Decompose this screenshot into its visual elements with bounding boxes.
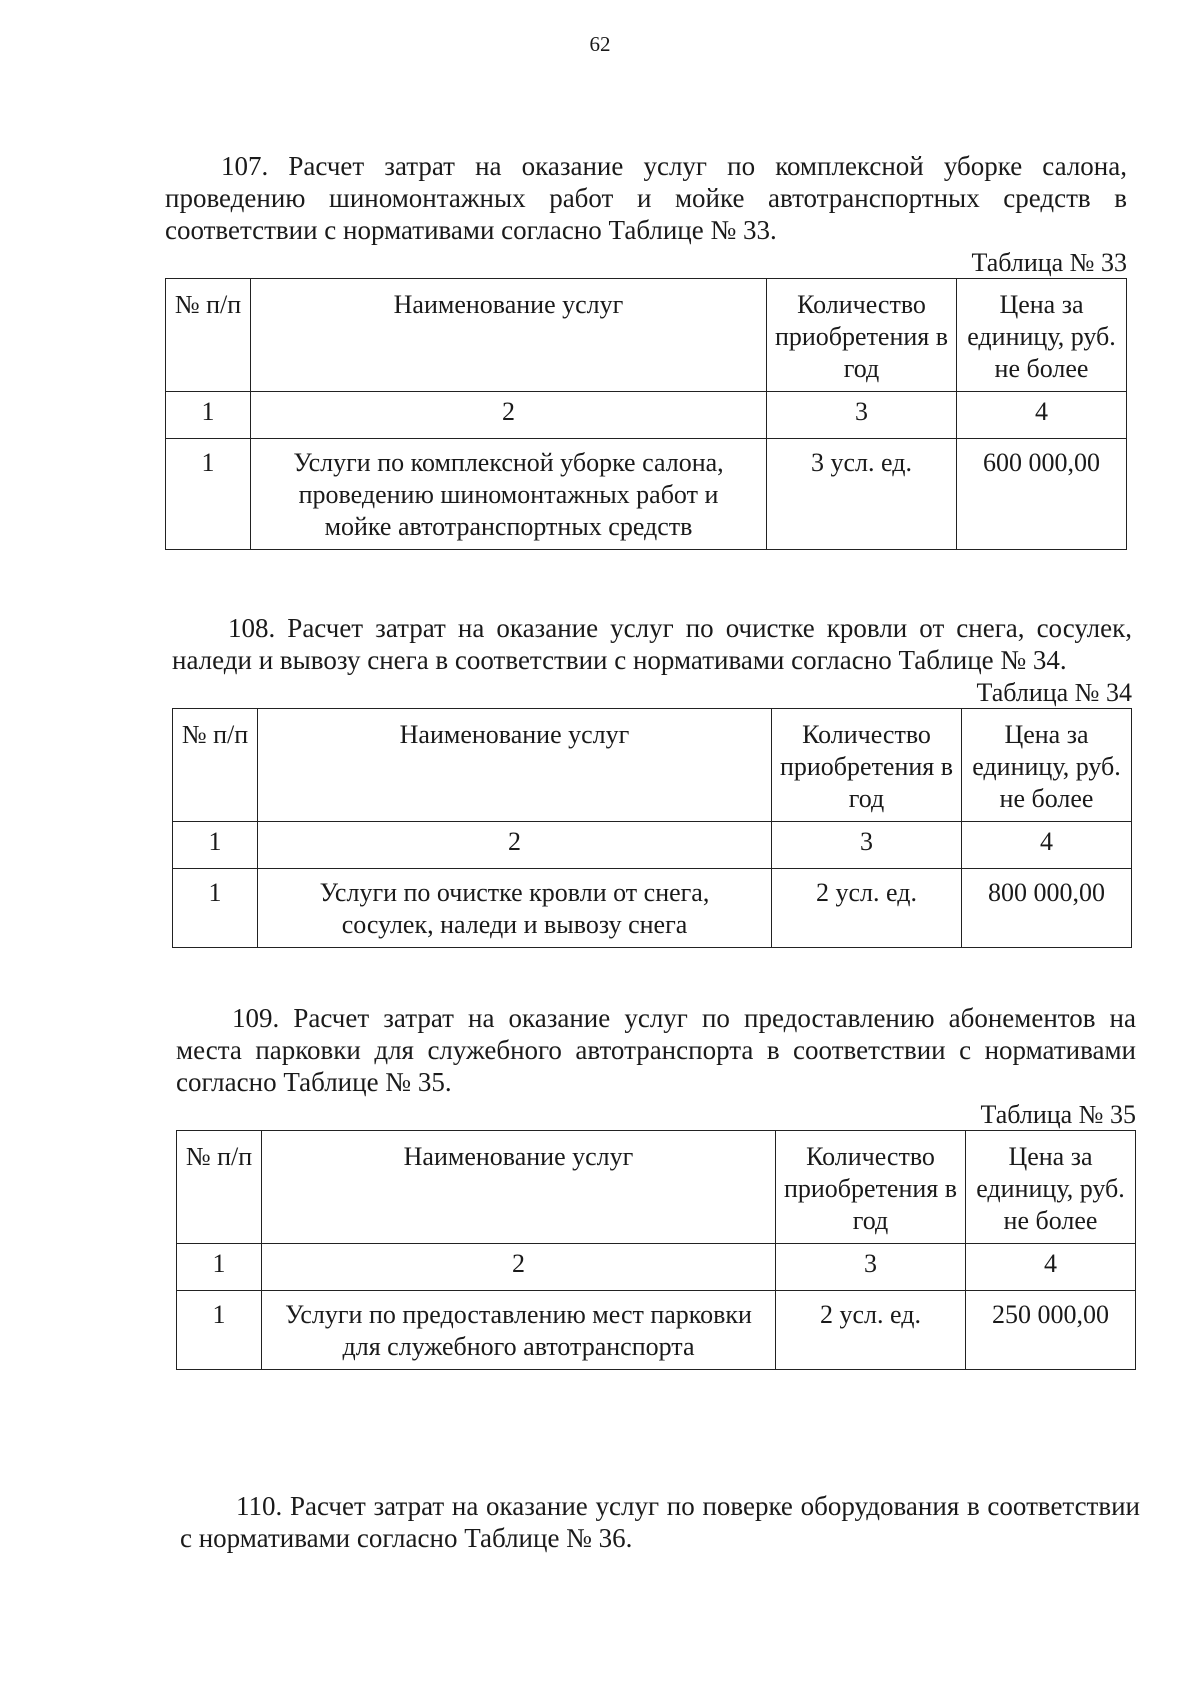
table-row <box>166 439 1127 550</box>
header-service-name: Наименование услуг <box>258 709 772 822</box>
table-caption-34: Таблица № 34 <box>976 678 1132 707</box>
header-price: Цена за единицу, руб. не более <box>957 279 1127 392</box>
paragraph-107: 107. Расчет затрат на оказание услуг по комплексной уборке салона, проведению шиномонтажных работ и мойке автотранспортных средств в соответствии с нормативами согласно Таблице № 33. <box>165 151 1127 245</box>
cell-price: 800 000,00 <box>962 869 1132 948</box>
column-number: 1 <box>177 1244 262 1291</box>
cell-quantity: 2 усл. ед. <box>772 869 962 948</box>
cell-number: 1 <box>173 869 258 948</box>
table-header-row <box>166 279 1127 392</box>
table-35 <box>176 1130 1136 1370</box>
page-number: 62 <box>589 32 611 56</box>
cell-service-name: Услуги по комплексной уборке салона, проведению шиномонтажных работ и мойке автотранспортных средств <box>251 439 767 550</box>
cell-quantity: 3 усл. ед. <box>767 439 957 550</box>
cell-service-name: Услуги по очистке кровли от снега, сосулек, наледи и вывозу снега <box>258 869 772 948</box>
cell-number: 1 <box>166 439 251 550</box>
section-107 <box>165 150 1127 550</box>
cell-quantity: 2 усл. ед. <box>776 1291 966 1370</box>
header-number: № п/п <box>177 1131 262 1244</box>
column-number: 4 <box>957 392 1127 439</box>
column-number: 3 <box>772 822 962 869</box>
cell-service-name: Услуги по предоставлению мест парковки для служебного автотранспорта <box>262 1291 776 1370</box>
column-number: 2 <box>251 392 767 439</box>
table-33 <box>165 278 1127 550</box>
table-34 <box>172 708 1132 948</box>
table-header-row <box>173 709 1132 822</box>
table-caption-33: Таблица № 33 <box>971 248 1127 277</box>
header-service-name: Наименование услуг <box>262 1131 776 1244</box>
header-price: Цена за единицу, руб. не более <box>962 709 1132 822</box>
header-number: № п/п <box>173 709 258 822</box>
header-number: № п/п <box>166 279 251 392</box>
cell-price: 250 000,00 <box>966 1291 1136 1370</box>
column-number-row <box>166 392 1127 439</box>
paragraph-109: 109. Расчет затрат на оказание услуг по предоставлению абонементов на места парковки для служебного автотранспорта в соответствии с нормативами согласно Таблице № 35. <box>176 1003 1136 1097</box>
paragraph-108: 108. Расчет затрат на оказание услуг по очистке кровли от снега, сосулек, наледи и вывозу снега в соответствии с нормативами согласно Таблице № 34. <box>172 613 1132 675</box>
header-service-name: Наименование услуг <box>251 279 767 392</box>
column-number: 1 <box>173 822 258 869</box>
section-109 <box>176 1002 1136 1370</box>
section-110 <box>180 1490 1140 1554</box>
column-number: 4 <box>966 1244 1136 1291</box>
table-header-row <box>177 1131 1136 1244</box>
column-number: 3 <box>767 392 957 439</box>
column-number: 1 <box>166 392 251 439</box>
cell-price: 600 000,00 <box>957 439 1127 550</box>
table-caption-35: Таблица № 35 <box>980 1100 1136 1129</box>
paragraph-110: 110. Расчет затрат на оказание услуг по поверке оборудования в соответствии с нормативами согласно Таблице № 36. <box>180 1491 1140 1553</box>
header-quantity: Количество приобретения в год <box>776 1131 966 1244</box>
column-number-row <box>177 1244 1136 1291</box>
header-quantity: Количество приобретения в год <box>772 709 962 822</box>
table-row <box>173 869 1132 948</box>
header-quantity: Количество приобретения в год <box>767 279 957 392</box>
column-number: 2 <box>258 822 772 869</box>
table-row <box>177 1291 1136 1370</box>
section-108 <box>172 612 1132 948</box>
column-number: 2 <box>262 1244 776 1291</box>
column-number-row <box>173 822 1132 869</box>
column-number: 4 <box>962 822 1132 869</box>
cell-number: 1 <box>177 1291 262 1370</box>
column-number: 3 <box>776 1244 966 1291</box>
header-price: Цена за единицу, руб. не более <box>966 1131 1136 1244</box>
